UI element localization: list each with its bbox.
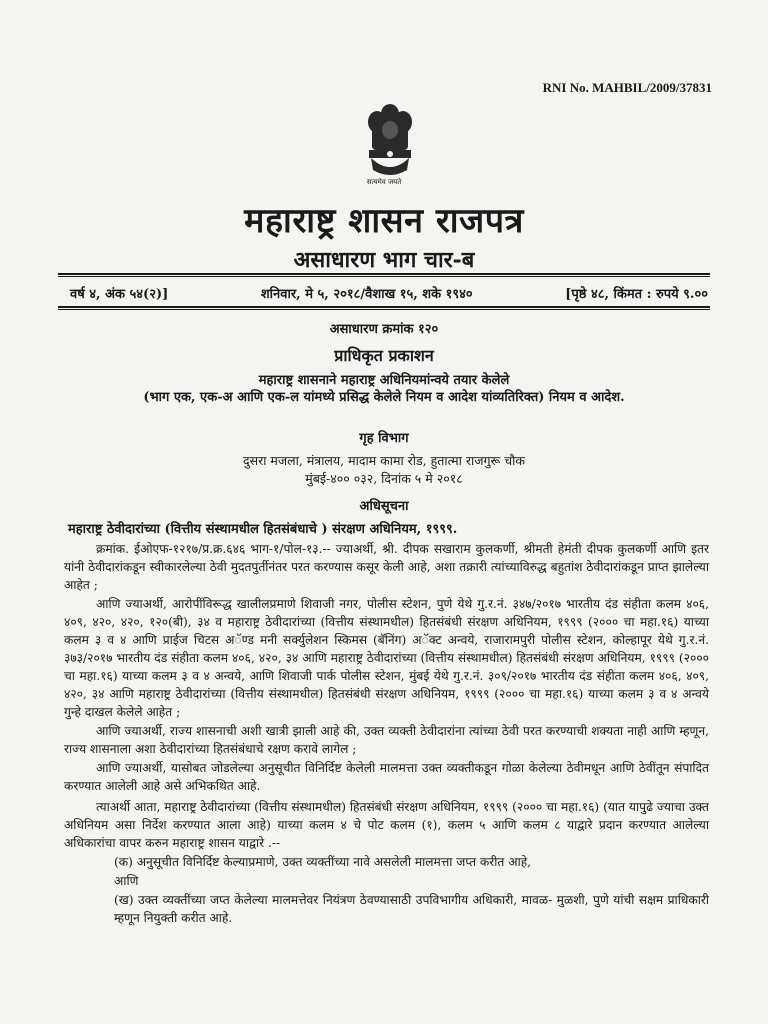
- divider: [58, 273, 710, 275]
- gazette-subtitle: असाधारण भाग चार-ब: [293, 247, 475, 273]
- department-address: दुसरा मजला, मंत्रालय, मादाम कामा रोड, हुतात्मा राजगुरू चौक: [243, 453, 525, 468]
- paragraph: क्रमांक. ईओएफ-१२१७/प्र.क्र.६४६ भाग-१/पोल-१३.-- ज्याअर्थी, श्री. दीपक सखाराम कुलकर्णी, श्रीमती हेमंती दीपक कुलकर्णी आणि इतर यांनी ठेवीदारांकडून स्वीकारलेल्या ठेवी मुदतपुर्तीनंतर परत करण्यास कसूर केली आहे, अशा तक्रारी त्यांच्याविरुद्ध बहुतांश ठेवीदारांकडून प्राप्त झालेल्या आहेत ;: [64, 542, 709, 592]
- extraordinary-number: असाधारण क्रमांक १२०: [329, 322, 439, 337]
- divider: [58, 306, 710, 308]
- city-date: मुंबई-४०० ०३२, दिनांक ५ मे २०१८: [305, 471, 463, 486]
- notification-body: [64, 540, 709, 928]
- issue-pages-price: [पृष्ठे ४८, किंमत : रुपये ९.००: [565, 287, 708, 302]
- ashoka-emblem-icon: [355, 100, 425, 205]
- rules-line: (भाग एक, एक-अ आणि एक-ल यांमध्ये प्रसिद्ध केलेले नियम व आदेश यांव्यतिरिक्त) नियम व आदेश.: [143, 390, 625, 405]
- conjunction: आणि: [114, 874, 139, 888]
- issue-date: शनिवार, मे ५, २०१८/वैशाख १५, शके १९४०: [260, 287, 473, 302]
- paragraph: त्याअर्थी आता, महाराष्ट्र ठेवीदारांच्या (वित्तीय संस्थामधील) हितसंबंधी संरक्षण अधिनियम, १९९९ (२००० चा महा.१६) (यात यापुढे ज्याचा उक्त अधिनियम असा निर्देश करण्यात आला आहे) याच्या कलम ४ चे पोट कलम (१), कलम ५ आणि कलम ८ याद्वारे प्रदान करण्यात आलेल्या अधिकारांचा वापर करुन महाराष्ट्र शासन याद्वारे .--: [64, 800, 709, 850]
- divider: [58, 309, 710, 310]
- gazette-title: महाराष्ट्र शासन राजपत्र: [244, 201, 524, 241]
- divider: [58, 276, 710, 277]
- act-title: महाराष्ट्र ठेवीदारांच्या (वित्तीय संस्थामधील हितसंबंधाचे ) संरक्षण अधिनियम, १९९९.: [68, 522, 458, 537]
- paragraph: आणि ज्याअर्थी, राज्य शासनाची अशी खात्री झाली आहे की, उक्त व्यक्ती ठेवीदारांना त्यांच्या ठेवी परत करण्याची शक्यता नाही आणि म्हणून, राज्य शासनाला अशा ठेवीदारांच्या हितसंबंधाचे रक्षण करावे लागेल ;: [64, 724, 709, 756]
- paragraph: आणि ज्याअर्थी, आरोपींविरूद्ध खालीलप्रमाणे शिवाजी नगर, पोलीस स्टेशन, पुणे येथे गु.र.नं. ३४७/२०१७ भारतीय दंड संहीता कलम ४०६, ४०९, ४२०, ४२०, १२०(बी), ३४ व महाराष्ट्र ठेवीदारांच्या (वित्तीय संस्थामधील) हितसंबंधी संरक्षण अधिनियम, १९९९ (२००० चा महा.१६) याच्या कलम ३ व ४ आणि प्राईज चिटस अॅण्ड मनी सर्क्युलेशन स्किमस (बॅनिंग) अॅक्ट अन्वये, राजारामपुरी पोलीस स्टेशन, कोल्हापूर येथे गु.र.नं. ३७३/२०१७ भारतीय दंड संहीता कलम ४०६, ४२०, ३४ आणि महाराष्ट्र ठेवीदारांच्या (वित्तीय संस्थामधील) हितसंबंधी संरक्षण अधिनियम, १९९९ (२००० चा महा.१६) याच्या कलम ३ व ४ अन्वये, आणि शिवाजी पार्क पोलीस स्टेशन, मुंबई येथे गु.र.नं. ३०९/२०१७ भारतीय दंड संहीता कलम ४०६, ४०९, ४२०, ३४ आणि महाराष्ट्र ठेवीदारांच्या (वित्तीय संस्थामधील) हितसंबंधी संरक्षण अधिनियम, १९९९ (२००० चा महा.१६) याच्या कलम ३ व ४ अन्वये गुन्हे दाखल केलेले आहेत ;: [64, 597, 709, 719]
- authorized-publication: प्राधिकृत प्रकाशन: [334, 346, 434, 365]
- list-item: (क) अनुसूचीत विनिर्दिष्ट केल्याप्रमाणे, उक्त व्यक्तींच्या नावे असलेली मालमत्ता जप्त करीत आहे,: [114, 855, 532, 869]
- notification-heading: अधिसूचना: [359, 499, 409, 514]
- rni-number: RNI No. MAHBIL/2009/37831: [542, 80, 712, 95]
- issue-volume: वर्ष ४, अंक ५४(२)]: [70, 287, 169, 302]
- paragraph: आणि ज्याअर्थी, यासोबत जोडलेल्या अनुसूचीत विनिर्दिष्ट केलेली मालमत्ता उक्त व्यक्तीकडून गोळा केलेल्या ठेवीमधून आणि ठेवींतून संपादित करण्यात आलेली आहे असे अभिकथित आहे.: [64, 761, 709, 793]
- issue-info-row: [70, 284, 708, 302]
- department-name: गृह विभाग: [359, 431, 409, 446]
- prepared-line: महाराष्ट्र शासनाने महाराष्ट्र अधिनियमांन्वये तयार केलेले: [258, 373, 510, 388]
- emblem-motto: सत्यमेव जयते: [366, 178, 402, 186]
- list-item: (ख) उक्त व्यक्तींच्या जप्त केलेल्या मालमत्तेवर नियंत्रण ठेवण्यासाठी उपविभागीय अधिकारी, मावळ- मुळशी, पुणे यांची सक्षम प्राधिकारी म्हणून नियुक्ती करीत आहे.: [114, 893, 709, 925]
